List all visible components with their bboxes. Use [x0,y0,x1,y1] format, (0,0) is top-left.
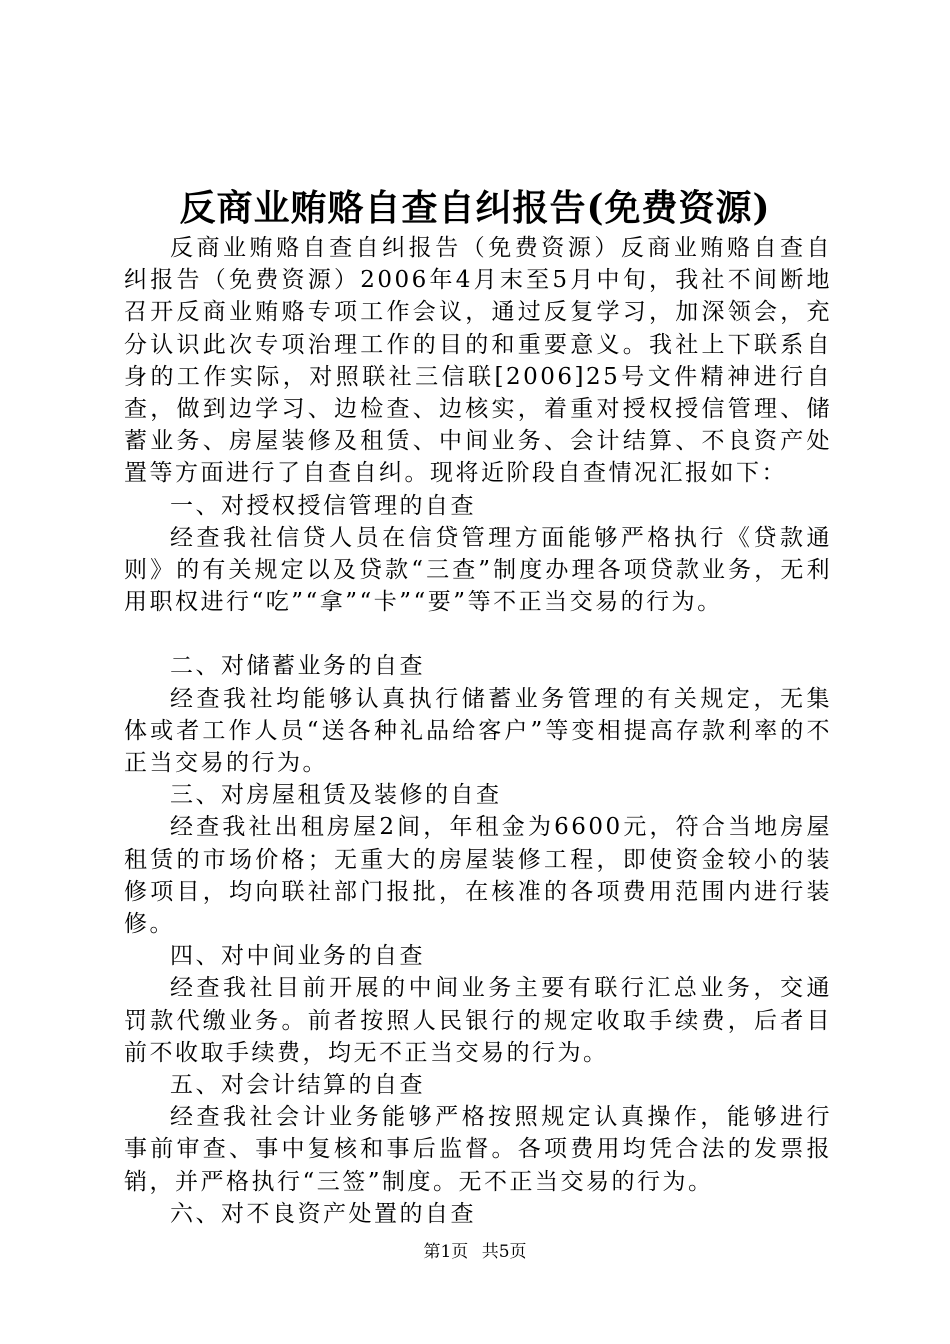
section-paragraph-4: 经查我社目前开展的中间业务主要有联行汇总业务，交通罚款代缴业务。前者按照人民银行的规定收取手续费，后者目前不收取手续费，均无不正当交易的行为。 [124,975,832,1066]
section-paragraph-5: 经查我社会计业务能够严格按照规定认真操作，能够进行事前审查、事中复核和事后监督。各项费用均凭合法的发票报销，并严格执行“三签”制度。无不正当交易的行为。 [124,1104,832,1195]
page-number: 第1页 [423,1242,469,1262]
document-title: 反商业贿赂自查自纠报告(免费资源) [179,187,771,229]
intro-paragraph: 反商业贿赂自查自纠报告（免费资源）反商业贿赂自查自纠报告（免费资源）2006年4月末至5月中旬，我社不间断地召开反商业贿赂专项工作会议，通过反复学习，加深领会，充分认识此次专项治理工作的目的和重要意义。我社上下联系自身的工作实际，对照联社三信联[2006]25号文件精神进行自查，做到边学习、边检查、边核实，着重对授权授信管理、储蓄业务、房屋装修及租赁、中间业务、会计结算、不良资产处置等方面进行了自查自纠。现将近阶段自查情况汇报如下： [124,235,832,487]
page-total: 共5页 [481,1242,527,1262]
document-body [124,232,832,1230]
section-heading-6: 六、对不良资产处置的自查 [170,1200,476,1227]
section-heading-5: 五、对会计结算的自查 [170,1072,425,1099]
section-heading-1: 一、对授权授信管理的自查 [170,492,476,519]
section-paragraph-1: 经查我社信贷人员在信贷管理方面能够严格执行《贷款通则》的有关规定以及贷款“三查”制度办理各项贷款业务，无利用职权进行“吃”“拿”“卡”“要”等不正当交易的行为。 [124,524,832,616]
section-paragraph-3: 经查我社出租房屋2间，年租金为6600元，符合当地房屋租赁的市场价格；无重大的房屋装修工程，即使资金较小的装修项目，均向联社部门报批，在核准的各项费用范围内进行装修。 [124,814,832,938]
section-paragraph-2: 经查我社均能够认真执行储蓄业务管理的有关规定，无集体或者工作人员“送各种礼品给客户”等变相提高存款利率的不正当交易的行为。 [124,685,832,777]
section-heading-2: 二、对储蓄业务的自查 [170,653,425,680]
section-heading-3: 三、对房屋租赁及装修的自查 [170,782,502,809]
page-footer [0,1240,950,1264]
section-heading-4: 四、对中间业务的自查 [170,943,425,970]
